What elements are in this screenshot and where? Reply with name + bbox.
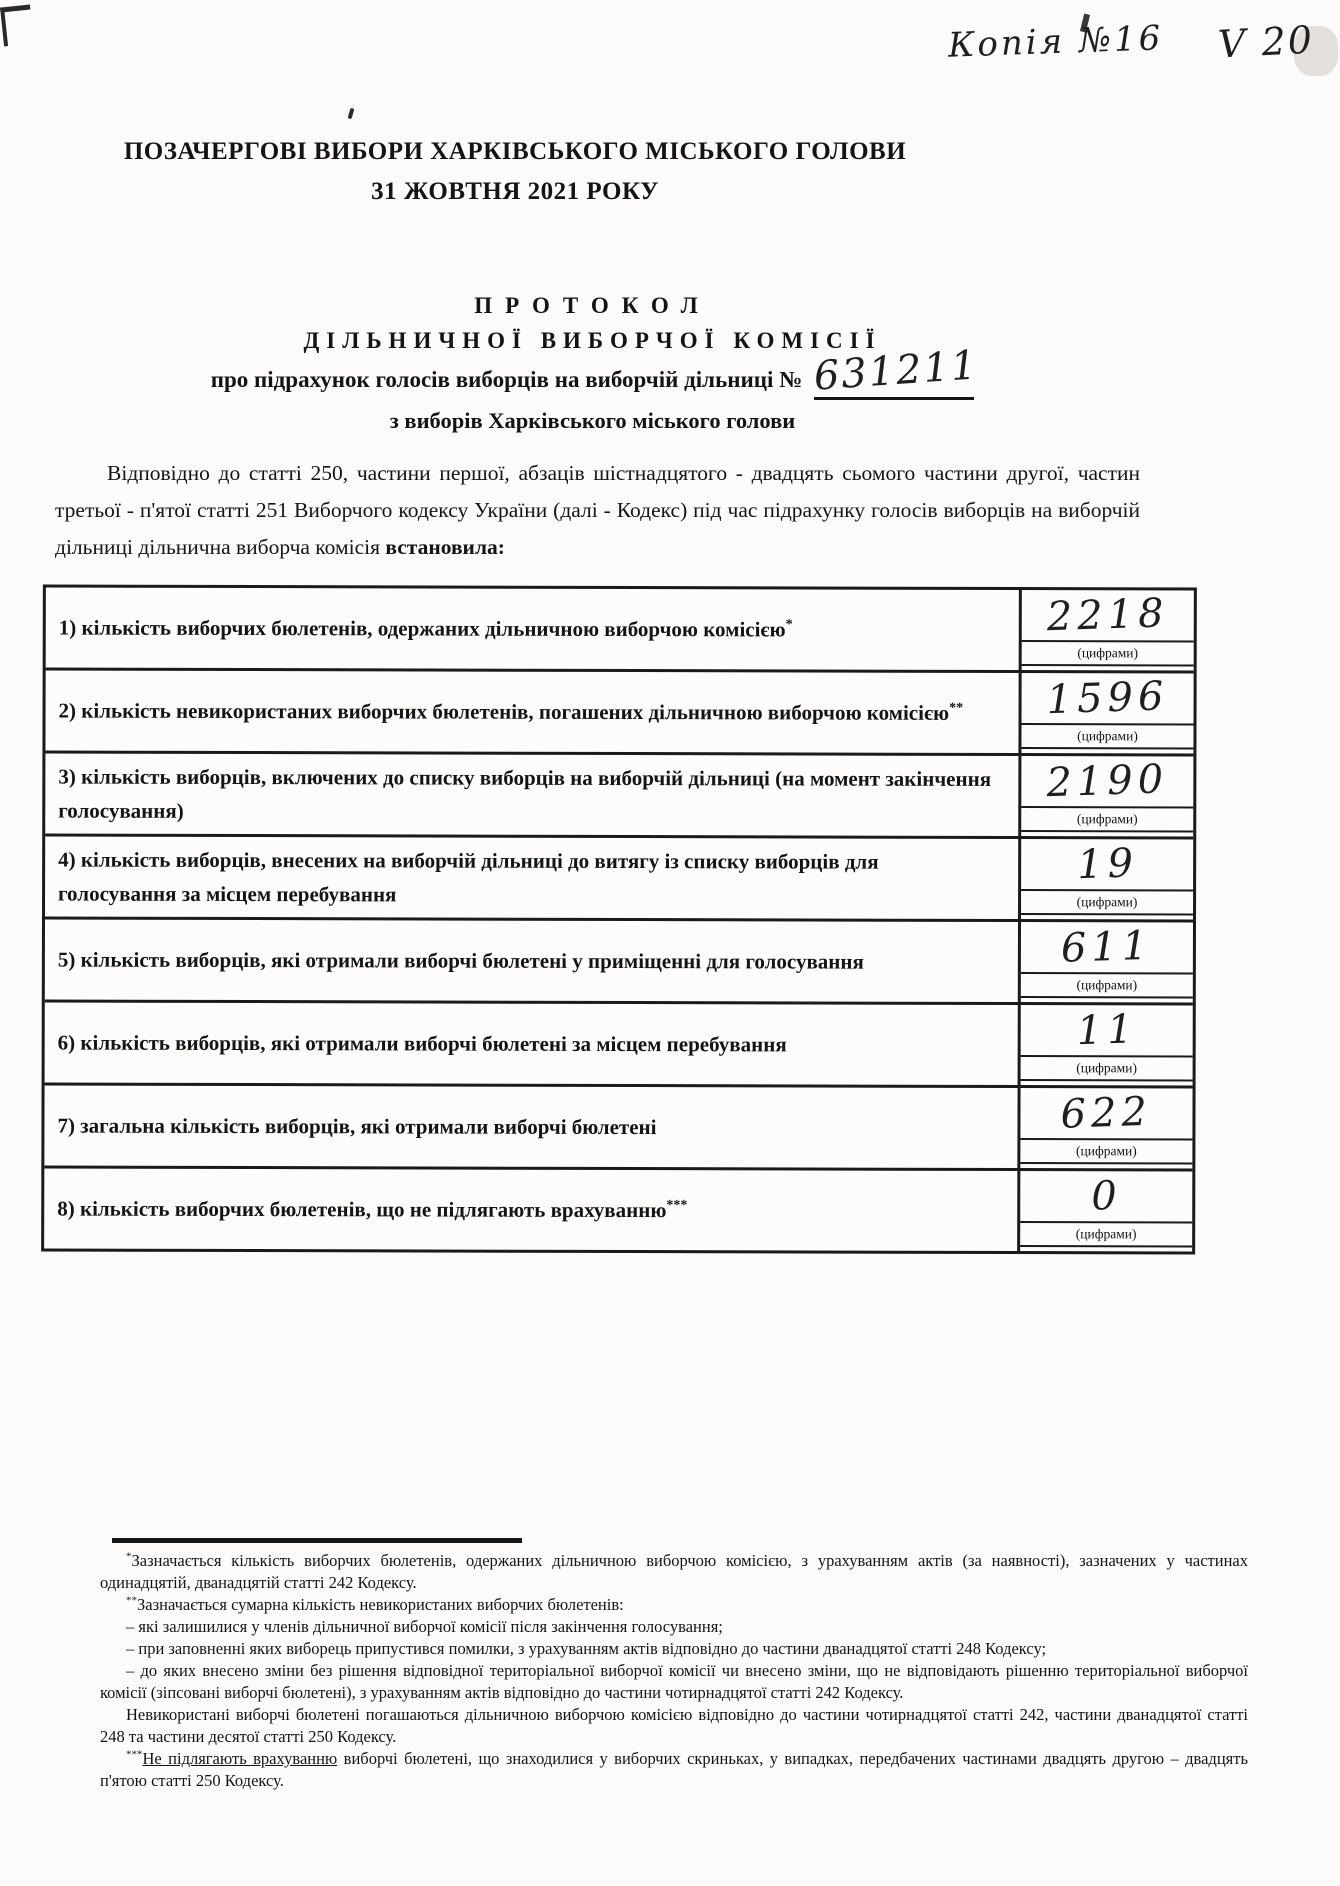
table-row xyxy=(45,833,1193,919)
footnote-text: – які залишилися у членів дільничної виборчої комісії після закінчення голосування; xyxy=(126,1617,723,1636)
protocol-heading-line1: ПРОТОКОЛ xyxy=(474,293,711,318)
footnote-text: Невикористані виборчі бюлетені погашаються дільничною виборчою комісією відповідно до частини чотирнадцятої статті 242, частини дванадцятої статті 248 та частини десятої статті 250 Кодексу. xyxy=(100,1705,1248,1746)
footnote xyxy=(100,1704,1248,1748)
row-label xyxy=(44,1085,1020,1168)
protocol-heading-block xyxy=(40,293,1145,434)
row-label-text: 3) кількість виборців, включених до списку виборців на виборчій дільниці (на момент закінчення голосування) xyxy=(58,764,992,823)
handwritten-value: 2218 xyxy=(1046,590,1170,641)
unit-label: (цифрами) xyxy=(1021,1057,1193,1081)
row-label xyxy=(46,587,1022,670)
vote-count-table xyxy=(41,584,1197,1254)
footnote-text: Зазначається кількість виборчих бюлетенів, одержаних дільничною виборчою комісією, з урахуванням актів (за наявності), зазначених у частинах одинадцятій, дванадцятій статті 242 Кодексу. xyxy=(100,1551,1248,1592)
row-value-cell xyxy=(1020,1088,1192,1168)
unit-label: (цифрами) xyxy=(1021,974,1193,998)
footnote xyxy=(100,1594,1248,1616)
protocol-subtitle-line2: з виборів Харківського міського голови xyxy=(389,408,796,433)
row-label xyxy=(44,1168,1020,1251)
footnote xyxy=(100,1638,1248,1660)
footnotes-block xyxy=(100,1538,1248,1792)
unit-label: (цифрами) xyxy=(1021,891,1193,915)
row-label xyxy=(45,836,1021,919)
row-value-box xyxy=(1021,756,1193,808)
unit-label: (цифрами) xyxy=(1020,1223,1192,1247)
row-value-box xyxy=(1022,673,1194,725)
row-value-cell xyxy=(1021,1005,1193,1085)
footnote xyxy=(100,1550,1248,1594)
election-title-line1: ПОЗАЧЕРГОВІ ВИБОРИ ХАРКІВСЬКОГО МІСЬКОГО ГОЛОВИ xyxy=(123,138,907,165)
scan-artifact-tick xyxy=(348,108,355,120)
footnote-marker: *** xyxy=(126,1748,143,1761)
row-label-text: 8) кількість виборчих бюлетенів, що не підлягають врахуванню xyxy=(57,1196,667,1223)
row-label-text: 6) кількість виборців, які отримали виборчі бюлетені за місцем перебування xyxy=(57,1030,787,1057)
row-label xyxy=(45,670,1021,753)
footnote xyxy=(100,1660,1248,1704)
row-value-cell xyxy=(1022,590,1194,670)
unit-label: (цифрами) xyxy=(1020,1140,1192,1164)
row-value-box xyxy=(1021,922,1193,974)
scan-artifact-corner-mark xyxy=(0,5,34,47)
protocol-heading-line2: ДІЛЬНИЧНОЇ ВИБОРЧОЇ КОМІСІЇ xyxy=(303,328,882,353)
table-row xyxy=(46,587,1194,670)
handwritten-copy-number-note: Копія №16 xyxy=(947,18,1164,66)
row-value-cell xyxy=(1021,839,1193,919)
unit-label: (цифрами) xyxy=(1021,808,1193,832)
footnote-separator-rule xyxy=(112,1538,522,1543)
footnote xyxy=(100,1616,1248,1638)
handwritten-value: 2190 xyxy=(1045,756,1169,807)
footnote-text: Зазначається сумарна кількість невикористаних виборчих бюлетенів: xyxy=(137,1595,624,1614)
footnote-underlined-text: Не підлягають врахуванню xyxy=(142,1749,338,1768)
footnote-marker: ** xyxy=(949,700,964,716)
station-number-field xyxy=(812,342,981,400)
row-label-text: 7) загальна кількість виборців, які отримали виборчі бюлетені xyxy=(57,1113,657,1140)
row-value-box xyxy=(1020,1088,1192,1140)
footnote-text: – при заповненні яких виборець припустився помилки, з урахуванням актів відповідно до частини дванадцятої статті 248 Кодексу; xyxy=(126,1639,1047,1658)
row-label xyxy=(45,919,1021,1002)
row-label-text: 2) кількість невикористаних виборчих бюлетенів, погашених дільничною виборчою комісією xyxy=(58,698,950,725)
intro-paragraph xyxy=(55,455,1140,566)
handwritten-value: 622 xyxy=(1060,1088,1153,1138)
station-number-label: про підрахунок голосів виборців на виборчій дільниці № xyxy=(210,367,803,392)
handwritten-value: 11 xyxy=(1075,1006,1138,1055)
row-value-box xyxy=(1020,1171,1192,1223)
row-value-cell xyxy=(1021,922,1193,1002)
handwritten-value: 19 xyxy=(1075,840,1139,889)
table-row xyxy=(44,1165,1192,1251)
footnote-marker: ** xyxy=(126,1594,137,1607)
footnote xyxy=(100,1748,1248,1792)
table-row xyxy=(45,916,1193,1002)
footnote-marker: *** xyxy=(666,1198,688,1214)
handwritten-value: 0 xyxy=(1090,1172,1123,1220)
footnote-text: – до яких внесено зміни без рішення відповідної територіальної виборчої комісії чи внесено зміни, що не відповідають рішенню територіальної виборчої комісії (зіпсовані виборчі бюлетені), з урахуванням актів відповідно до частини чотирнадцятої статті 242 Кодексу. xyxy=(100,1661,1248,1702)
row-label xyxy=(45,753,1021,836)
handwritten-value: 611 xyxy=(1060,922,1154,972)
footnote-text: виборчі бюлетені, що знаходилися у виборчих скриньках, у випадках, передбачених частинами двадцять другою – двадцять п'ятою статті 250 Кодексу. xyxy=(100,1749,1248,1790)
row-label-text: 1) кількість виборчих бюлетенів, одержаних дільничною виборчою комісією xyxy=(58,615,786,642)
table-row xyxy=(45,750,1193,836)
intro-text: Відповідно до статті 250, частини першої, абзаців шістнадцятого - двадцять сьомого частини другої, частин третьої - п'ятої статті 251 Виборчого кодексу України (далі - Кодекс) під час підрахунку голосів виборців на виборчій дільниці дільнична виборча комісія xyxy=(55,461,1140,559)
table-row xyxy=(45,667,1193,753)
footnote-marker: * xyxy=(126,1550,132,1563)
unit-label: (цифрами) xyxy=(1022,642,1194,666)
row-value-box xyxy=(1021,839,1193,891)
table-row xyxy=(44,1082,1192,1168)
row-value-cell xyxy=(1020,1171,1192,1251)
protocol-subtitle xyxy=(40,342,1145,400)
handwritten-value: 1596 xyxy=(1045,673,1170,724)
row-value-box xyxy=(1021,1005,1193,1057)
row-label-text: 5) кількість виборців, які отримали виборчі бюлетені у приміщенні для голосування xyxy=(57,947,864,974)
row-label xyxy=(45,1002,1021,1085)
row-value-box xyxy=(1022,590,1194,642)
handwritten-station-number: 631211 xyxy=(812,342,981,400)
table-row xyxy=(45,999,1193,1085)
row-label-text: 4) кількість виборців, внесених на виборчій дільниці до витягу із списку виборців для голосування за місцем перебування xyxy=(58,847,879,907)
footnote-marker: * xyxy=(785,617,793,633)
handwritten-check-note: V 20 xyxy=(1216,17,1315,67)
election-title-line2: 31 ЖОВТНЯ 2021 РОКУ xyxy=(371,178,659,205)
row-value-cell xyxy=(1021,756,1193,836)
unit-label: (цифрами) xyxy=(1021,725,1193,749)
election-title xyxy=(0,138,1030,206)
row-value-cell xyxy=(1021,673,1193,753)
intro-bold-word: встановила: xyxy=(385,535,505,559)
